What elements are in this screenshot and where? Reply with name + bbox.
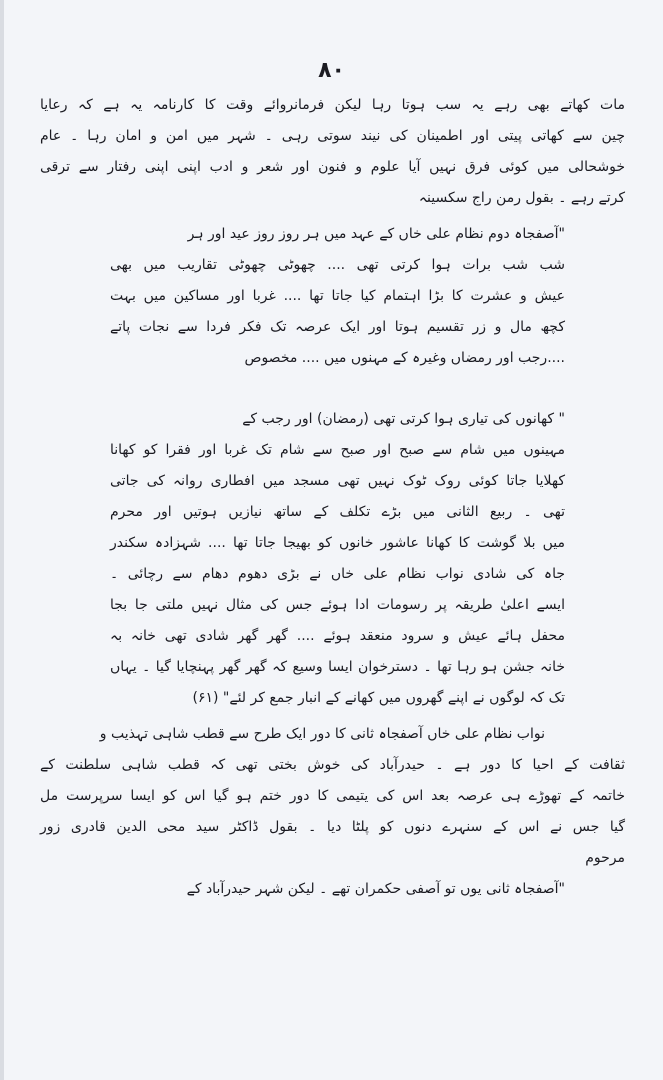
quote-line: "آصفجاہ دوم نظام علی خاں کے عہد میں ہر روز روز عید اور ہر	[187, 226, 565, 242]
body-line: خاتمہ کے تھوڑے ہی عرصہ بعد اس کی یتیمی کا دور ختم ہو گیا اس کو ایسا سرپرست مل	[40, 788, 625, 804]
quote-line: ایسے اعلیٰ طریقہ پر رسومات ادا ہوئے جس کی مثال نہیں ملتی جا بجا	[110, 597, 565, 613]
body-line: ثقافت کے احیا کا دور ہے ۔ حیدرآباد کی خوش بختی تھی کہ قطب شاہی سلطنت کے	[40, 757, 625, 773]
quote-line: کھلایا جاتا کوئی روک ٹوک نہیں تھی مسجد میں افطاری روانہ کی جاتی	[110, 473, 565, 489]
body-line: مات کھاتے بھی رہے یہ سب ہوتا رہا لیکن فرمانروائے وقت کا کارنامہ یہ ہے کہ رعایا	[40, 97, 625, 113]
quote-line: "آصفجاہ ثانی یوں تو آصفی حکمران تھے ۔ لیکن شہر حیدرآباد کے	[186, 881, 565, 897]
body-line: خوشحالی میں کوئی فرق نہیں آیا علوم و فنون اور شعر و ادب اپنی اپنی رفتار سے ترقی	[40, 159, 625, 175]
quote-line: مہینوں میں شام سے صبح اور صبح سے شام تک غربا اور فقرا کو کھانا	[110, 442, 565, 458]
quote-line: " کھانوں کی تیاری ہوا کرتی تھی (رمضان) اور رجب کے	[242, 411, 565, 427]
quote-line: جاہ کی شادی نواب نظام علی خاں نے بڑی دھوم دھام سے رچائی ۔	[110, 566, 565, 582]
quote-line: میں بلا گوشت کا کھانا عاشور خانوں کو بھیجا جاتا تھا .... شہزادہ سکندر	[110, 535, 565, 551]
body-line: چین سے کھاتی پیتی اور اطمینان کی نیند سوتی رہی ۔ شہر میں امن و امان رہا ۔ عام	[40, 128, 625, 144]
page-edge-shadow	[0, 0, 4, 1080]
spacer	[40, 374, 625, 404]
page-text	[0, 90, 663, 905]
quote-line: تک کہ لوگوں نے اپنے گھروں میں کھانے کے انبار جمع کر لئے" (۶۱)	[192, 690, 565, 706]
body-line: مرحوم	[585, 850, 625, 866]
page-number: ۸۰	[318, 58, 345, 83]
body-line: گیا جس نے اس کے سنہرے دنوں کو پلٹا دیا ۔ بقول ڈاکٹر سید محی الدین قادری زور	[40, 819, 625, 835]
quote-line: شب شب برات ہوا کرتی تھی .... چھوٹی چھوٹی تقاریب میں بھی	[110, 257, 565, 273]
quote-line: خانہ جشن ہو رہا تھا ۔ دسترخوان ایسا وسیع کہ گھر گھر پہنچایا گیا ۔ یہاں	[110, 659, 565, 675]
body-line: نواب نظام علی خاں آصفجاہ ثانی کا دور ایک طرح سے قطب شاہی تہذیب و	[99, 726, 545, 742]
quote-line: تھی ۔ ربیع الثانی میں بڑے تکلف کے ساتھ نیازیں ہوتیں اور محرم	[110, 504, 565, 520]
quote-line: عیش و عشرت کا بڑا اہتمام کیا جاتا تھا .... غربا اور مساکین میں بہت	[110, 288, 565, 304]
quote-line: محفل ہائے عیش و سرود منعقد ہوئے .... گھر گھر شادی تھی خانہ بہ	[110, 628, 565, 644]
body-line: کرتے رہے ۔ بقول رمن راج سکسینہ	[418, 190, 625, 206]
quote-line: ....رجب اور رمضاں وغیرہ کے مہنوں میں .... مخصوص	[244, 350, 565, 366]
quote-line: کچھ مال و زر تقسیم ہوتا اور ایک عرصہ تک فکر فردا سے نجات پاتے	[110, 319, 565, 335]
